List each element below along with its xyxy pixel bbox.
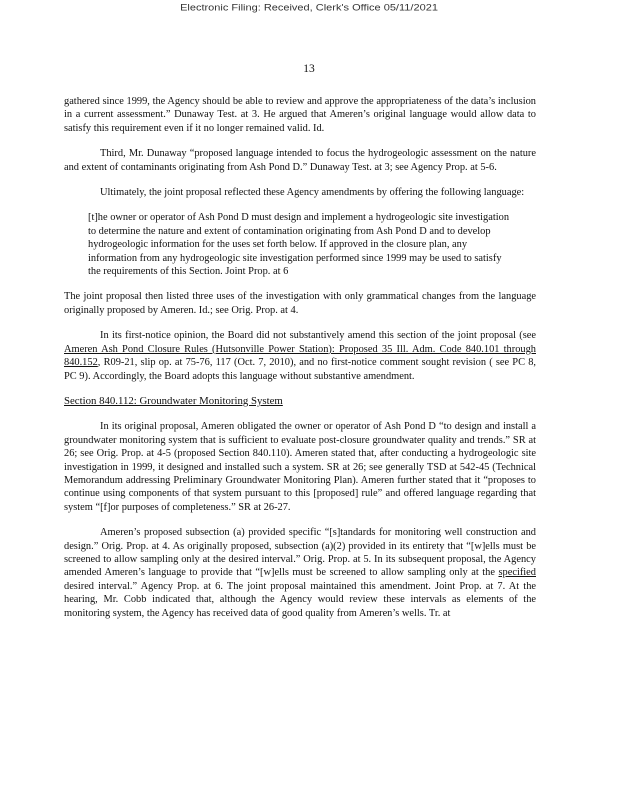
section-heading: Section 840.112: Groundwater Monitoring System bbox=[64, 394, 283, 407]
paragraph-3: Ultimately, the joint proposal reflected these Agency amendments by offering the following language: bbox=[100, 187, 525, 199]
paragraph-5-text-a: In its first-notice opinion, the Board did not substantively amend this section of the joint proposal (see bbox=[100, 330, 536, 342]
filing-stamp: Electronic Filing: Received, Clerk's Office 05/11/2021 bbox=[180, 2, 438, 14]
paragraph-2: Third, Mr. Dunaway “proposed language intended to focus the hydrogeologic assessment on the nature and extent of contaminants originating from Ash Pond D.” Dunaway Test. at 3; see Agency Prop. at 5-6. bbox=[64, 148, 536, 173]
paragraph-5-text-b: , R09-21, slip op. at 75-76, 117 (Oct. 7, 2010), and no first-notice comment sought revision ( see PC 8, PC 9). Accordingly, the Board adopts this language without substantive amendment. bbox=[64, 357, 536, 382]
page-number: 13 bbox=[303, 63, 315, 75]
paragraph-4: The joint proposal then listed three uses of the investigation with only grammatical changes from the language originally proposed by Ameren. Id.; see Orig. Prop. at 4. bbox=[64, 291, 536, 316]
document-body bbox=[64, 95, 536, 632]
paragraph-7 bbox=[64, 526, 536, 620]
underlined-word: specified bbox=[498, 567, 536, 579]
paragraph-7-text-a: Ameren’s proposed subsection (a) provided specific “[s]tandards for monitoring well construction and design.” Orig. Prop. at 4. As originally proposed, subsection (a)(2) provided in its entirety that “[w]ells must be screened to allow sampling only at the desired interval.” Orig. Prop. at 5. In its subsequent proposal, the Agency amended Ameren’s language to provide that “[w]ells must be screened to allow sampling only at the bbox=[64, 527, 536, 579]
block-quote: [t]he owner or operator of Ash Pond D must design and implement a hydrogeologic site investigation to determine the nature and extent of contamination originating from Ash Pond D and to develop hydrogeologic information for the uses set forth below. If approved in the closure plan, any information from any hydrogeologic site investigation performed since 1999 may be used to satisfy the requirements of this Section. Joint Prop. at 6 bbox=[88, 212, 510, 278]
paragraph-6: In its original proposal, Ameren obligated the owner or operator of Ash Pond D “to design and install a groundwater monitoring system that is sufficient to evaluate post-closure groundwater quality and trends.” SR at 26; see Orig. Prop. at 4-5 (proposed Section 840.110). Ameren stated that, after conducting a hydrogeologic site investigation in 1999, it designed and installed such a system. SR at 26; see generally TSD at 542-45 (Technical Memorandum addressing Preliminary Groundwater Monitoring Plan). Ameren further stated that it “proposes to continue using components of that system pursuant to this [proposed] rule” and offered language regarding that system “[f]or purposes of completeness.” SR at 26-27. bbox=[64, 421, 536, 513]
paragraph-5 bbox=[64, 329, 536, 383]
paragraph-7-text-b: desired interval.” Agency Prop. at 6. The joint proposal maintained this amendment. Joint Prop. at 7. At the hearing, Mr. Cobb indicated that, although the Agency would review these intervals as elements of the monitoring system, the Agency has received data of good quality from Ameren’s wells. Tr. at bbox=[64, 580, 536, 619]
case-citation: Ameren Ash Pond Closure Rules (Hutsonville Power Station): Proposed 35 Ill. Adm. Code 840.101 through 840.152 bbox=[64, 343, 536, 369]
paragraph-1: gathered since 1999, the Agency should be able to review and approve the appropriateness of the data’s inclusion in a current assessment.” Dunaway Test. at 3. He argued that Ameren’s original language would allow data to satisfy this requirement even if it no longer remained valid. Id. bbox=[64, 96, 536, 134]
